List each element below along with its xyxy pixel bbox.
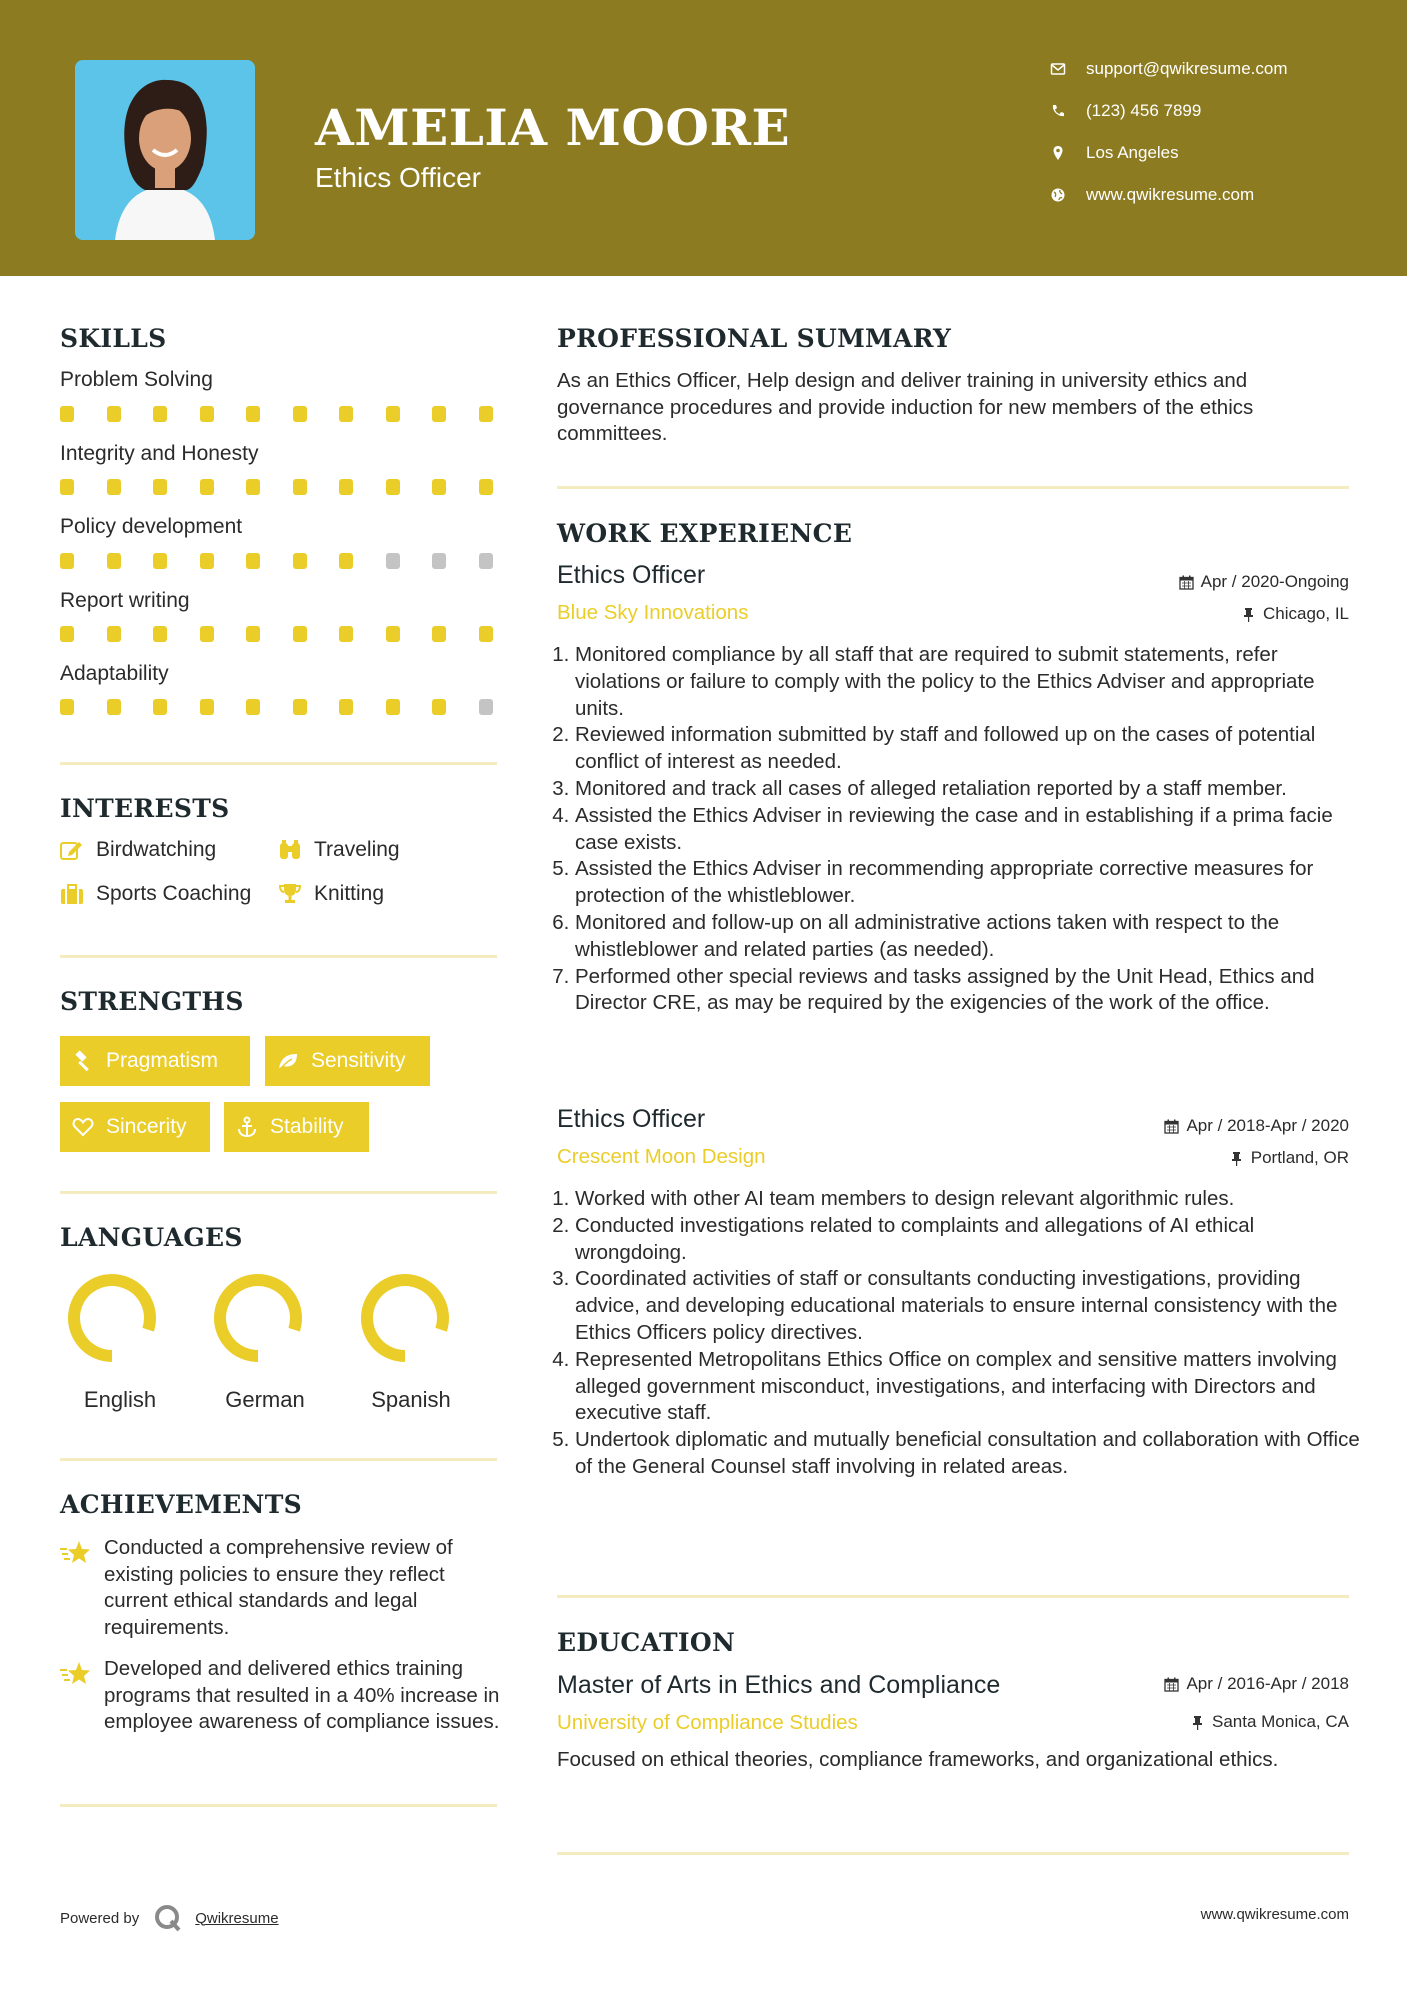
language-gauge xyxy=(57,1270,167,1366)
skill-rating xyxy=(60,626,500,642)
language-name: German xyxy=(225,1387,305,1412)
section-divider xyxy=(557,1595,1349,1598)
star-icon xyxy=(60,1539,92,1567)
job-title: Ethics Officer xyxy=(557,1105,706,1133)
summary-heading: PROFESSIONAL SUMMARY xyxy=(557,324,952,353)
binoculars-icon xyxy=(278,839,302,861)
footer-website[interactable]: www.qwikresume.com xyxy=(1200,1906,1349,1923)
qwikresume-logo-icon xyxy=(153,1903,183,1933)
qwikresume-link[interactable]: Qwikresume xyxy=(195,1909,279,1927)
skill-dot-filled xyxy=(293,406,307,422)
skill-dot-filled xyxy=(246,553,260,569)
skill-dot-filled xyxy=(60,479,74,495)
interests-heading: INTERESTS xyxy=(60,794,230,823)
skill-dot-filled xyxy=(386,479,400,495)
section-divider xyxy=(60,955,497,958)
skill-dot-filled xyxy=(60,553,74,569)
duty-item: 3. Monitored and track all cases of alleged retaliation reported by a staff member. xyxy=(575,776,1365,803)
skill-dot-filled xyxy=(339,479,353,495)
job-location-text: Portland, OR xyxy=(1250,1148,1349,1167)
job-duties xyxy=(557,642,1365,1017)
job-duties xyxy=(557,1186,1365,1481)
skill-dot-filled xyxy=(386,699,400,715)
skill-dot-filled xyxy=(432,406,446,422)
achievement-text: Conducted a comprehensive review of existing policies to ensure they reflect current ethical standards and legal requirements. xyxy=(104,1536,453,1639)
education-location-text: Santa Monica, CA xyxy=(1211,1712,1349,1731)
language-arc-icon xyxy=(210,1270,306,1366)
leaf-icon xyxy=(277,1050,299,1072)
skill-dot-filled xyxy=(293,626,307,642)
footer-powered-by xyxy=(60,1903,279,1933)
skill-dot-filled xyxy=(432,479,446,495)
language-gauge xyxy=(350,1270,460,1366)
skill-dot-filled xyxy=(60,626,74,642)
section-divider xyxy=(60,1458,497,1461)
education-location xyxy=(1190,1712,1349,1732)
job-dates-text: Apr / 2020-Ongoing xyxy=(1200,572,1349,591)
skill-dot-filled xyxy=(246,479,260,495)
interest-item xyxy=(60,882,251,906)
job-company: Blue Sky Innovations xyxy=(557,601,749,624)
language-name: English xyxy=(83,1387,157,1412)
skill-dot-filled xyxy=(107,626,121,642)
pencil-square-icon xyxy=(60,839,84,861)
skill-name: Adaptability xyxy=(60,662,169,685)
job-location xyxy=(1241,604,1349,624)
skill-dot-filled xyxy=(60,406,74,422)
skill-name: Report writing xyxy=(60,589,190,612)
contact-website[interactable] xyxy=(1050,185,1254,205)
skill-dot-filled xyxy=(246,626,260,642)
phone-icon xyxy=(1050,103,1066,119)
envelope-icon xyxy=(1050,61,1066,77)
skill-dot-filled xyxy=(339,553,353,569)
school-name: University of Compliance Studies xyxy=(557,1711,858,1734)
language-gauge xyxy=(203,1270,313,1366)
education-description: Focused on ethical theories, compliance frameworks, and organizational ethics. xyxy=(557,1748,1279,1771)
duty-item: 4. Assisted the Ethics Adviser in reviewing the case and in establishing if a prima facie case exists. xyxy=(575,803,1365,857)
strength-label: Sensitivity xyxy=(311,1049,406,1072)
interest-label: Knitting xyxy=(314,882,385,905)
job-location xyxy=(1229,1148,1349,1168)
duty-item: 4. Represented Metropolitans Ethics Office on complex and sensitive matters involving alleged government misconduct, investigations, and interfacing with Directors and executive staff. xyxy=(575,1347,1365,1427)
skill-dot-filled xyxy=(293,479,307,495)
briefcase-icon xyxy=(60,883,84,905)
skill-rating xyxy=(60,406,500,422)
degree-title: Master of Arts in Ethics and Compliance xyxy=(557,1671,1001,1699)
skills-heading: SKILLS xyxy=(60,324,167,353)
skill-dot-filled xyxy=(153,553,167,569)
language-arc-icon xyxy=(357,1270,453,1366)
job-dates-text: Apr / 2018-Apr / 2020 xyxy=(1186,1116,1349,1135)
gavel-icon xyxy=(72,1050,94,1072)
duty-item: 5. Undertook diplomatic and mutually beneficial consultation and collaboration with Office of the General Counsel staff involving in related areas. xyxy=(575,1427,1365,1481)
job-dates xyxy=(1179,572,1349,592)
calendar-icon xyxy=(1164,1119,1179,1134)
skill-dot-filled xyxy=(200,626,214,642)
language-level-arc xyxy=(220,1280,296,1356)
duty-item: 1. Worked with other AI team members to design relevant algorithmic rules. xyxy=(575,1186,1365,1213)
pushpin-icon xyxy=(1241,607,1256,622)
resume-header xyxy=(0,0,1407,276)
skill-name: Problem Solving xyxy=(60,368,213,391)
skill-dot-filled xyxy=(432,626,446,642)
calendar-icon xyxy=(1179,575,1194,590)
skill-dot-filled xyxy=(479,479,493,495)
achievement-item xyxy=(60,1656,500,1766)
skill-dot-filled xyxy=(200,553,214,569)
section-divider xyxy=(60,1804,497,1807)
job-location-text: Chicago, IL xyxy=(1263,604,1349,623)
candidate-title: Ethics Officer xyxy=(315,162,481,193)
experience-heading: WORK EXPERIENCE xyxy=(557,519,853,548)
skill-dot-filled xyxy=(107,479,121,495)
skill-dot-filled xyxy=(386,626,400,642)
summary-text: As an Ethics Officer, Help design and deliver training in university ethics and governance procedures and provide induction for new members of the ethics committees. xyxy=(557,369,1254,446)
strength-badge xyxy=(60,1036,250,1086)
education-heading: EDUCATION xyxy=(557,1628,736,1657)
map-marker-icon xyxy=(1050,145,1066,161)
globe-icon xyxy=(1050,187,1066,203)
pushpin-icon xyxy=(1190,1715,1205,1730)
contact-phone[interactable] xyxy=(1050,101,1201,121)
interest-item xyxy=(278,882,384,906)
strength-badge xyxy=(224,1102,369,1152)
skill-rating xyxy=(60,479,500,495)
job-dates xyxy=(1164,1116,1349,1136)
duty-item: 5. Assisted the Ethics Adviser in recommending appropriate corrective measures for protection of the whistleblower. xyxy=(575,856,1365,910)
skill-dot-filled xyxy=(107,699,121,715)
job-title: Ethics Officer xyxy=(557,561,706,589)
job-company: Crescent Moon Design xyxy=(557,1145,766,1168)
interest-item xyxy=(278,838,400,862)
skill-dot-filled xyxy=(153,406,167,422)
contact-email-text: support@qwikresume.com xyxy=(1086,59,1288,78)
skill-dot-filled xyxy=(339,406,353,422)
contact-phone-text: (123) 456 7899 xyxy=(1086,101,1202,120)
skill-dot-filled xyxy=(107,553,121,569)
skill-dot-empty xyxy=(432,553,446,569)
powered-by-text: Powered by xyxy=(60,1909,140,1927)
star-icon xyxy=(60,1660,92,1688)
strength-label: Pragmatism xyxy=(106,1049,219,1072)
section-divider xyxy=(60,762,497,765)
strength-label: Stability xyxy=(270,1115,344,1138)
skill-dot-filled xyxy=(200,699,214,715)
strengths-heading: STRENGTHS xyxy=(60,987,244,1016)
skill-dot-filled xyxy=(107,406,121,422)
education-dates xyxy=(1164,1674,1349,1694)
skill-dot-filled xyxy=(246,699,260,715)
skill-dot-filled xyxy=(293,553,307,569)
trophy-icon xyxy=(278,883,302,905)
profile-photo xyxy=(75,60,255,240)
skill-dot-filled xyxy=(246,406,260,422)
skill-dot-filled xyxy=(153,626,167,642)
strength-badge xyxy=(265,1036,430,1086)
language-name: Spanish xyxy=(371,1387,451,1412)
interest-label: Traveling xyxy=(314,838,400,861)
strength-label: Sincerity xyxy=(106,1115,187,1138)
skill-rating xyxy=(60,699,500,715)
duty-item: 2. Reviewed information submitted by staff and followed up on the cases of potential conflict of interest as needed. xyxy=(575,722,1365,776)
achievements-heading: ACHIEVEMENTS xyxy=(60,1490,302,1519)
duty-item: 6. Monitored and follow-up on all administrative actions taken with respect to the whistleblower and related parties (as needed). xyxy=(575,910,1365,964)
contact-location-text: Los Angeles xyxy=(1086,143,1179,162)
skill-dot-empty xyxy=(479,699,493,715)
language-level-arc xyxy=(74,1280,150,1356)
strength-badge xyxy=(60,1102,210,1152)
section-divider xyxy=(557,1852,1349,1855)
skill-name: Policy development xyxy=(60,515,243,538)
skill-dot-filled xyxy=(200,406,214,422)
skill-dot-empty xyxy=(386,553,400,569)
skill-dot-filled xyxy=(60,699,74,715)
skill-dot-filled xyxy=(479,406,493,422)
heart-icon xyxy=(72,1116,94,1138)
skill-dot-filled xyxy=(339,626,353,642)
skill-dot-filled xyxy=(293,699,307,715)
duty-item: 3. Coordinated activities of staff or consultants conducting investigations, providing advice, and developing educational materials to ensure internal consistency with the Ethics Officers policy directives. xyxy=(575,1266,1365,1346)
skill-dot-filled xyxy=(339,699,353,715)
section-divider xyxy=(60,1191,497,1194)
contact-email[interactable] xyxy=(1050,59,1288,79)
duty-item: 7. Performed other special reviews and tasks assigned by the Unit Head, Ethics and Director CRE, as may be required by the exigencies of the work of the office. xyxy=(575,964,1365,1018)
skill-dot-empty xyxy=(479,553,493,569)
skill-dot-filled xyxy=(153,699,167,715)
section-divider xyxy=(557,486,1349,489)
skill-rating xyxy=(60,553,500,569)
anchor-icon xyxy=(236,1116,258,1138)
candidate-name: AMELIA MOORE xyxy=(315,98,791,157)
skill-name: Integrity and Honesty xyxy=(60,442,259,465)
duty-item: 2. Conducted investigations related to complaints and allegations of AI ethical wrongdoing. xyxy=(575,1213,1365,1267)
skill-dot-filled xyxy=(153,479,167,495)
achievement-text: Developed and delivered ethics training programs that resulted in a 40% increase in employee awareness of compliance issues. xyxy=(104,1657,500,1733)
calendar-icon xyxy=(1164,1677,1179,1692)
skill-dot-filled xyxy=(200,479,214,495)
languages-heading: LANGUAGES xyxy=(60,1223,243,1252)
skill-dot-filled xyxy=(479,626,493,642)
skill-dot-filled xyxy=(432,699,446,715)
interest-label: Sports Coaching xyxy=(96,882,252,905)
education-dates-text: Apr / 2016-Apr / 2018 xyxy=(1186,1674,1349,1693)
language-arc-icon xyxy=(64,1270,160,1366)
interest-item xyxy=(60,838,216,862)
achievement-item xyxy=(60,1535,500,1645)
duty-item: 1. Monitored compliance by all staff that are required to submit statements, refer violations or failure to comply with the policy to the Ethics Adviser and appropriate units. xyxy=(575,642,1365,722)
skill-dot-filled xyxy=(386,406,400,422)
interest-label: Birdwatching xyxy=(96,838,217,861)
pushpin-icon xyxy=(1229,1151,1244,1166)
language-level-arc xyxy=(367,1280,443,1356)
contact-location xyxy=(1050,143,1179,163)
contact-website-text: www.qwikresume.com xyxy=(1086,185,1255,204)
